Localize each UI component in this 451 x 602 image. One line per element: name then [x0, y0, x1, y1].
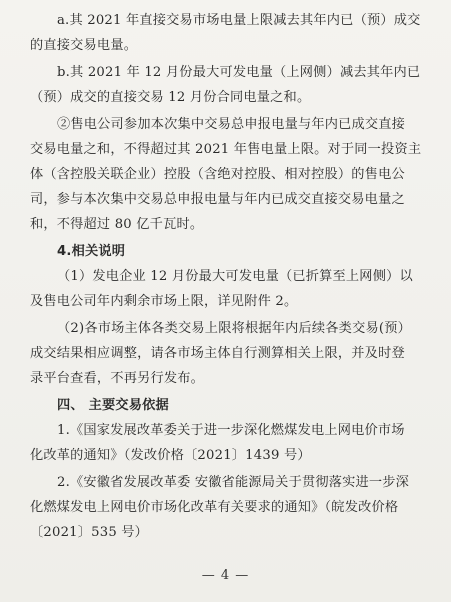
reference-2-line-1: 2.《安徽省发展改革委 安徽省能源局关于贯彻落实进一步深 — [57, 475, 410, 490]
reference-2-line-3: 〔2021〕535 号） — [30, 525, 149, 540]
section-4-p1-line-1: （1）发电企业 12 月份最大可发电量（已折算至上网侧）以 — [57, 269, 413, 284]
reference-1-line-2: 化改革的通知》（发改价格〔2021〕1439 号） — [30, 448, 311, 463]
paragraph-c-line-3: 体（含控股关联企业）控股（含绝对控股、相对控股）的售电公 — [30, 167, 405, 182]
section-4-p2-line-3: 录平台查看，不再另行发布。 — [30, 371, 205, 386]
paragraph-a-line-2: 的直接交易电量。 — [30, 38, 138, 53]
paragraph-b-line-2: （预）成交的直接交易 12 月份合同电量之和。 — [30, 90, 311, 105]
section-4-heading: 4.相关说明 — [57, 244, 126, 259]
section-4-p2-line-2: 成交结果相应调整，请各市场主体自行测算相关上限，并及时登 — [30, 346, 405, 361]
paragraph-c-line-5: 和，不得超过 80 亿千瓦时。 — [30, 217, 204, 232]
paragraph-c-line-1: ②售电公司参加本次集中交易总申报电量与年内已成交直接 — [57, 117, 406, 132]
paragraph-c-line-4: 司，参与本次集中交易总申报电量与年内已成交直接交易电量之 — [30, 192, 405, 207]
page-number: — 4 — — [201, 568, 250, 583]
paragraph-b-line-1: b.其 2021 年 12 月份最大可发电量（上网侧）减去其年内已 — [57, 65, 421, 80]
reference-2-line-2: 化燃煤发电上网电价市场化改革有关要求的通知》（皖发改价格 — [30, 500, 399, 515]
paragraph-c-line-2: 交易电量之和，不得超过其 2021 年售电量上限。对于同一投资主 — [30, 142, 421, 157]
section-4-p2-line-1: （2)各市场主体各类交易上限将根据年内后续各类交易(预） — [57, 321, 411, 336]
reference-1-line-1: 1.《国家发展改革委关于进一步深化燃煤发电上网电价市场 — [57, 423, 405, 438]
paragraph-a-line-1: a.其 2021 年直接交易市场电量上限减去其年内已（预）成交 — [57, 13, 421, 28]
chapter-4-heading: 四、 主要交易依据 — [57, 398, 169, 413]
section-4-p1-line-2: 及售电公司年内剩余市场上限，详见附件 2。 — [30, 294, 298, 309]
